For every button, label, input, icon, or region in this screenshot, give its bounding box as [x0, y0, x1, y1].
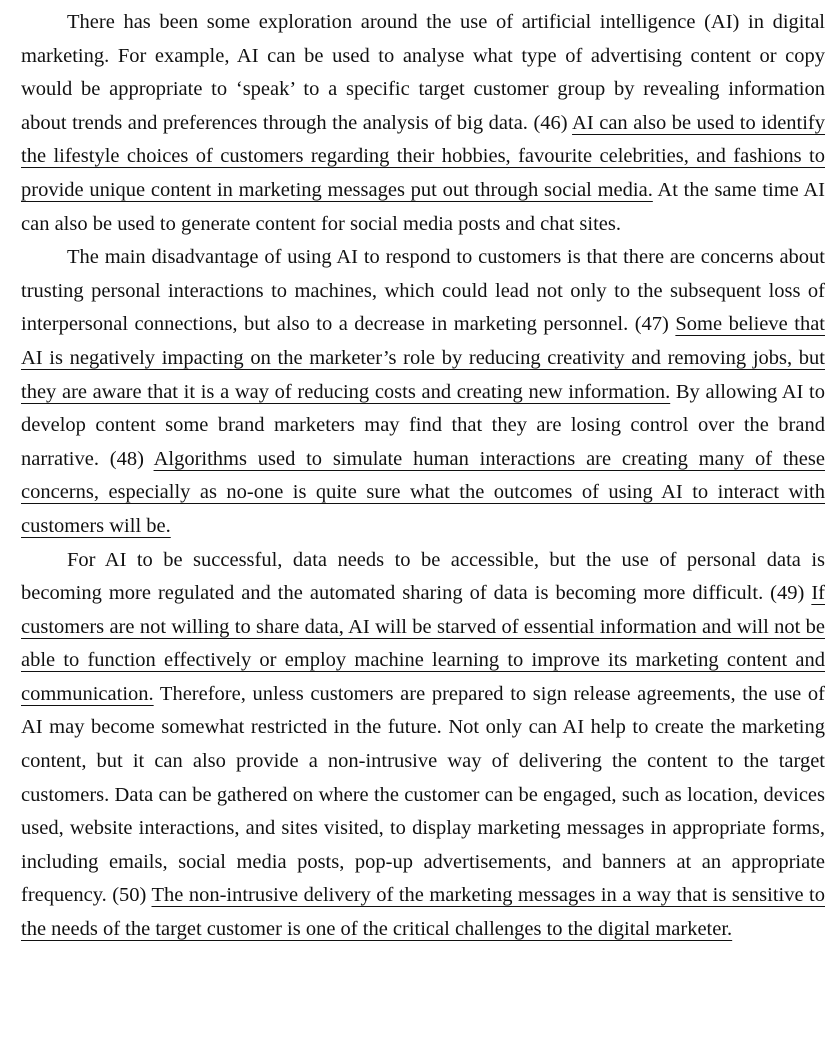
paragraph-3-text: For AI to be successful, data needs to be accessible, but the use of personal data is becoming more regulated and the automated sharing of data is becoming more difficult. (49) — [21, 548, 825, 605]
paragraph-3-text-middle: Therefore, unless customers are prepared to sign release agreements, the use of AI may become somewhat restricted in the future. Not only can AI help to create the marketing content, but it can also provide a non-intrusive way of delivering the content to the target customers. Data can be gathered on where the customer can be engaged, such as location, devices used, website interactions, and sites visited, to display marketing messages in appropriate forms, including emails, social media posts, pop-up advertisements, and banners at an appropriate frequency. (50) — [21, 682, 825, 907]
paragraph-1-text: There has been some exploration around the use of artificial intelligence (AI) in digital marketing. For example, AI can be used to analyse what type of advertising content or copy would be appropriate to ‘speak’ to a specific target customer group by revealing information about trends and preferences through the analysis of big data. (46) — [21, 11, 825, 134]
paragraph-2 — [21, 241, 825, 543]
paragraph-2-text-middle: By allowing AI to develop content some brand marketers may find that they are losing control over the brand narrative. (48) — [21, 380, 826, 470]
underlined-sentence-50: The non-intrusive delivery of the marketing messages in a way that is sensitive to the needs of the target customer is one of the critical challenges to the digital marketer. — [21, 884, 825, 941]
underlined-sentence-46: AI can also be used to identify the lifestyle choices of customers regarding their hobbies, favourite celebrities, and fashions to provide unique content in marketing messages put out through social media. — [21, 111, 826, 201]
underlined-sentence-48: Algorithms used to simulate human interactions are creating many of these concerns, especially as no-one is quite sure what the outcomes of using AI to interact with customers will be. — [21, 447, 825, 537]
paragraph-2-text: The main disadvantage of using AI to respond to customers is that there are concerns about trusting personal interactions to machines, which could lead not only to the subsequent loss of interpersonal connections, but also to a decrease in marketing personnel. (47) — [21, 246, 825, 336]
paragraph-3 — [21, 544, 825, 947]
document-body — [21, 6, 825, 947]
paragraph-1-text-end: At the same time AI can also be used to generate content for social media posts and chat sites. — [21, 178, 825, 235]
underlined-sentence-49: If customers are not willing to share data, AI will be starved of essential information and will not be able to function effectively or employ machine learning to improve its marketing content and communication. — [21, 582, 825, 705]
paragraph-1 — [21, 6, 825, 241]
underlined-sentence-47: Some believe that AI is negatively impacting on the marketer’s role by reducing creativity and removing jobs, but they are aware that it is a way of reducing costs and creating new information. — [21, 313, 825, 403]
